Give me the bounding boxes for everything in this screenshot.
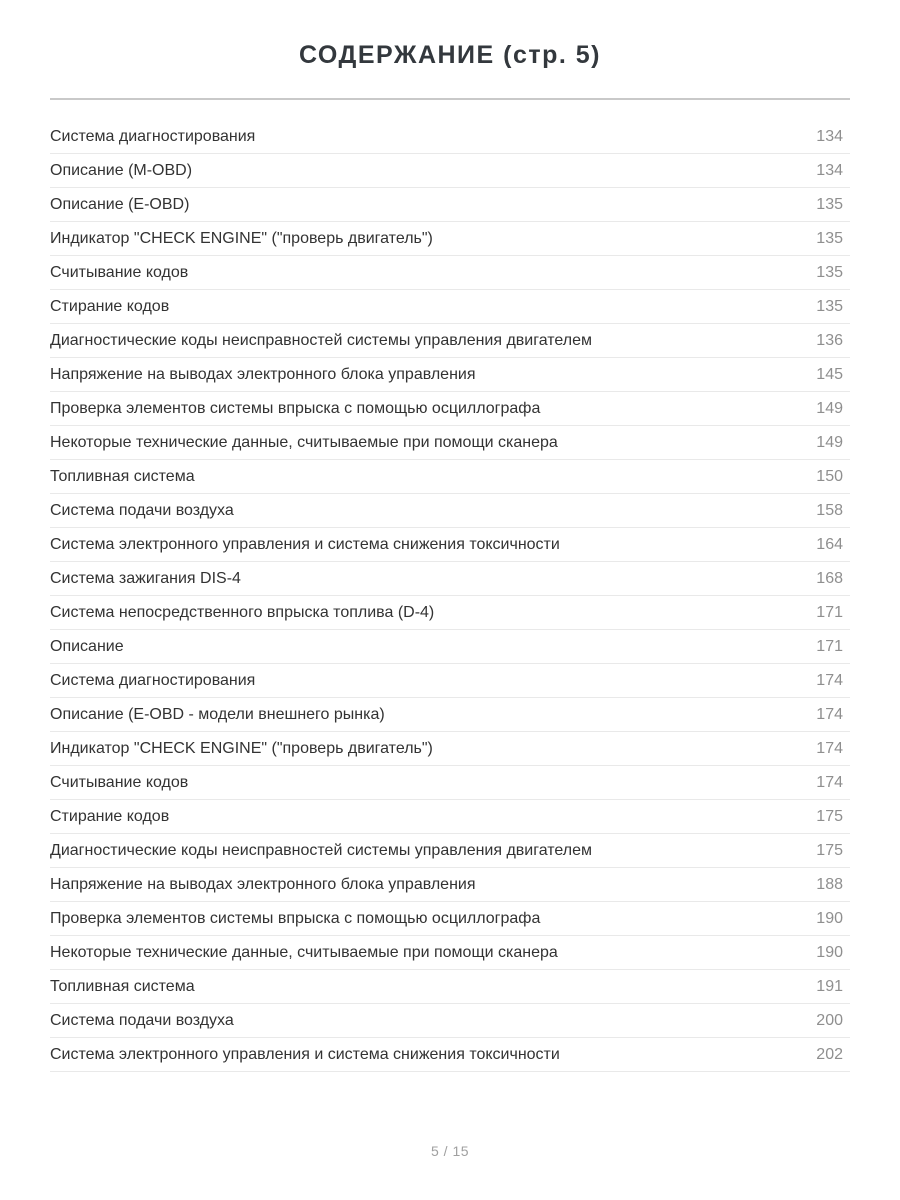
toc-row[interactable] [50,902,850,936]
toc-entry-label: Система электронного управления и система снижения токсичности [50,535,560,553]
toc-row[interactable] [50,834,850,868]
toc-row[interactable] [50,358,850,392]
toc-entry-label: Топливная система [50,977,195,995]
toc-entry-label: Система диагностирования [50,671,256,689]
toc-entry-label: Проверка элементов системы впрыска с помощью осциллографа [50,399,541,417]
toc-entry-page-number: 190 [816,943,843,961]
toc-row[interactable] [50,936,850,970]
toc-entry-label: Описание [50,637,124,655]
toc-entry-page-number: 174 [816,671,843,689]
toc-row[interactable] [50,256,850,290]
toc-list [50,120,850,1072]
toc-entry-page-number: 134 [816,127,843,145]
toc-row[interactable] [50,1038,850,1072]
toc-row[interactable] [50,698,850,732]
toc-entry-page-number: 202 [816,1045,843,1063]
toc-entry-page-number: 135 [816,263,843,281]
toc-entry-label: Система зажигания DIS-4 [50,569,241,587]
toc-entry-page-number: 149 [816,399,843,417]
toc-row[interactable] [50,970,850,1004]
toc-entry-label: Описание (E-OBD) [50,195,190,213]
toc-row[interactable] [50,494,850,528]
toc-entry-page-number: 175 [816,807,843,825]
toc-entry-label: Диагностические коды неисправностей системы управления двигателем [50,331,593,349]
toc-entry-page-number: 191 [816,977,843,995]
toc-row[interactable] [50,324,850,358]
toc-entry-label: Некоторые технические данные, считываемые при помощи сканера [50,433,558,451]
toc-entry-label: Система диагностирования [50,127,256,145]
toc-entry-label: Стирание кодов [50,297,170,315]
page-indicator: 5 / 15 [430,1143,470,1159]
toc-row[interactable] [50,732,850,766]
toc-entry-page-number: 135 [816,195,843,213]
toc-row[interactable] [50,766,850,800]
toc-entry-label: Индикатор "CHECK ENGINE" ("проверь двигатель") [50,739,433,757]
toc-row[interactable] [50,528,850,562]
toc-row[interactable] [50,188,850,222]
toc-entry-page-number: 171 [816,637,843,655]
toc-entry-page-number: 150 [816,467,843,485]
toc-row[interactable] [50,120,850,154]
toc-entry-label: Система непосредственного впрыска топлива (D-4) [50,603,435,621]
toc-entry-label: Некоторые технические данные, считываемые при помощи сканера [50,943,558,961]
toc-entry-label: Топливная система [50,467,195,485]
toc-entry-label: Стирание кодов [50,807,170,825]
toc-row[interactable] [50,392,850,426]
toc-row[interactable] [50,800,850,834]
toc-entry-page-number: 188 [816,875,843,893]
toc-row[interactable] [50,426,850,460]
toc-entry-label: Считывание кодов [50,263,189,281]
toc-entry-label: Напряжение на выводах электронного блока управления [50,875,476,893]
page-title: СОДЕРЖАНИЕ (стр. 5) [298,41,602,69]
toc-entry-page-number: 175 [816,841,843,859]
toc-row[interactable] [50,290,850,324]
toc-entry-page-number: 190 [816,909,843,927]
toc-entry-page-number: 158 [816,501,843,519]
toc-row[interactable] [50,154,850,188]
toc-entry-label: Описание (E-OBD - модели внешнего рынка) [50,705,385,723]
toc-row[interactable] [50,460,850,494]
toc-entry-page-number: 200 [816,1011,843,1029]
toc-row[interactable] [50,664,850,698]
toc-entry-page-number: 136 [816,331,843,349]
title-divider [50,98,850,100]
toc-entry-page-number: 174 [816,773,843,791]
toc-entry-label: Диагностические коды неисправностей системы управления двигателем [50,841,593,859]
toc-entry-label: Индикатор "CHECK ENGINE" ("проверь двигатель") [50,229,433,247]
toc-entry-page-number: 149 [816,433,843,451]
toc-entry-label: Система подачи воздуха [50,1011,234,1029]
toc-entry-page-number: 134 [816,161,843,179]
toc-entry-label: Система подачи воздуха [50,501,234,519]
toc-entry-page-number: 135 [816,297,843,315]
toc-row[interactable] [50,596,850,630]
toc-row[interactable] [50,562,850,596]
toc-entry-page-number: 171 [816,603,843,621]
toc-entry-label: Напряжение на выводах электронного блока управления [50,365,476,383]
toc-entry-label: Описание (M-OBD) [50,161,193,179]
toc-entry-label: Считывание кодов [50,773,189,791]
toc-row[interactable] [50,1004,850,1038]
toc-entry-label: Система электронного управления и система снижения токсичности [50,1045,560,1063]
toc-entry-page-number: 164 [816,535,843,553]
toc-entry-page-number: 174 [816,739,843,757]
toc-entry-page-number: 135 [816,229,843,247]
toc-entry-page-number: 145 [816,365,843,383]
toc-entry-page-number: 168 [816,569,843,587]
toc-entry-label: Проверка элементов системы впрыска с помощью осциллографа [50,909,541,927]
toc-row[interactable] [50,868,850,902]
toc-row[interactable] [50,630,850,664]
toc-entry-page-number: 174 [816,705,843,723]
toc-row[interactable] [50,222,850,256]
